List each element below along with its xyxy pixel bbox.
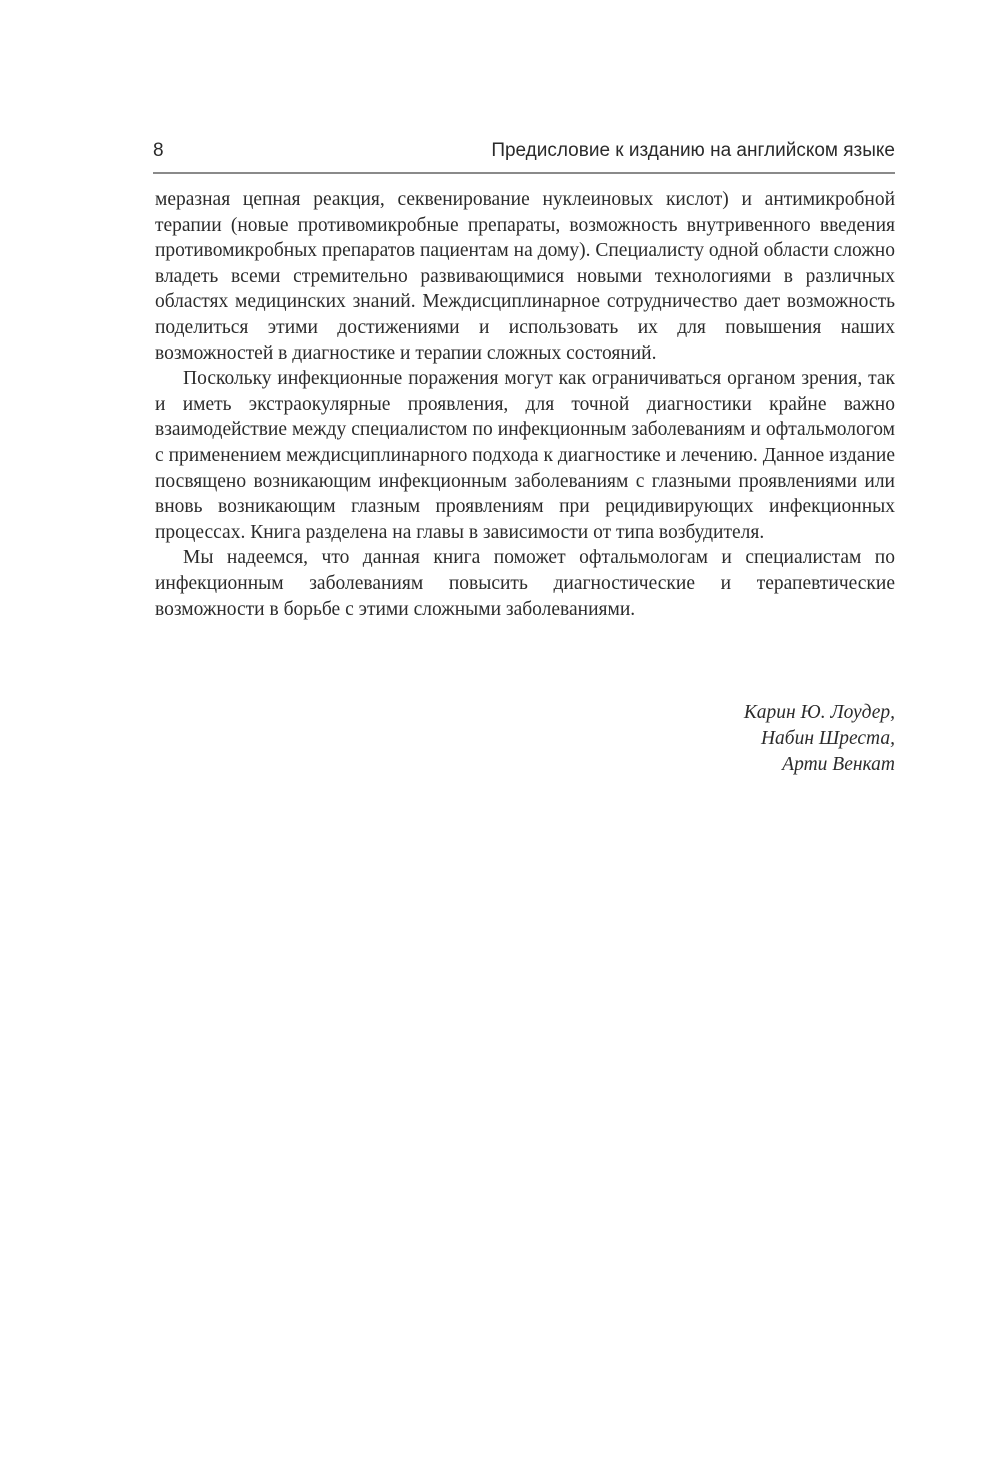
author-name: Карин Ю. Лоудер, — [743, 702, 895, 723]
running-title: Предисловие к изданию на английском языке — [491, 140, 895, 161]
page-number: 8 — [153, 140, 164, 161]
author-signature — [495, 700, 895, 778]
body-text — [155, 187, 895, 622]
author-name: Арти Венкат — [782, 754, 895, 775]
paragraph: Мы надеемся, что данная книга поможет офтальмологам и специалистам по инфекционным заболеваниям повысить диагностические и терапевтические возможности в борьбе с этими сложными заболеваниями. — [155, 547, 895, 620]
paragraph: Поскольку инфекционные поражения могут как ограничиваться органом зрения, так и иметь экстраокулярные проявления, для точной диагностики крайне важно взаимодействие между специалистом по инфекционным заболеваниям и офтальмологом с применением междисциплинарного подхода к диагностике и лечению. Данное издание посвящено возникающим инфекционным заболеваниям с глазными проявлениями или вновь возникающим глазным проявлениям при рецидивирующих инфекционных процессах. Книга разделена на главы в зависимости от типа возбудителя. — [155, 368, 895, 543]
author-name: Набин Шреста, — [760, 728, 895, 749]
paragraph: меразная цепная реакция, секвенирование нуклеиновых кислот) и антимикробной терапии (новые противомикробные препараты, возможность внутривенного введения противомикробных препаратов пациентам на дому). Специалисту одной области сложно владеть всеми стремительно развивающимися новыми технологиями в различных областях медицинских знаний. Междисциплинарное сотрудничество дает возможность поделиться этими достижениями и использовать их для повышения наших возможностей в диагностике и терапии сложных состояний. — [155, 189, 895, 364]
page-header — [153, 138, 895, 174]
